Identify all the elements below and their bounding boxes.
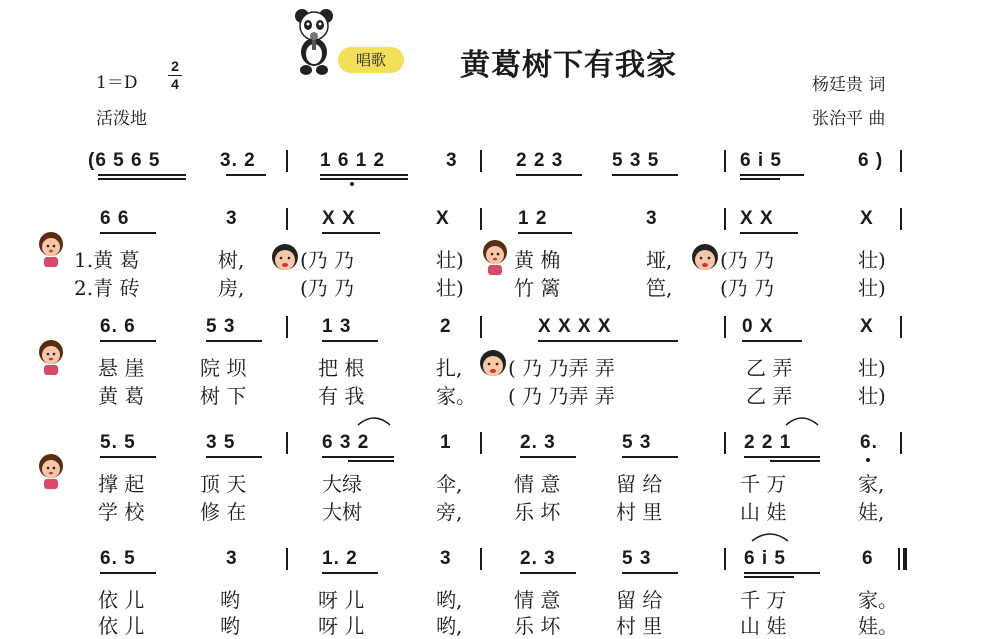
underline: [226, 174, 266, 176]
lyric: 壮): [858, 384, 886, 408]
lyric: ( 乃 乃弄 弄: [508, 384, 615, 408]
final-barline-thick: [903, 548, 907, 570]
note-group: 6 6: [100, 208, 130, 229]
lyric: ( 乃 乃弄 弄: [508, 356, 615, 380]
lyric: 旁,: [436, 500, 463, 524]
lyric: 依 儿: [98, 588, 145, 612]
underline: [320, 174, 408, 176]
composer: 张治平 曲: [812, 109, 886, 129]
sing-badge: 唱歌: [338, 47, 404, 73]
underline: [322, 456, 394, 458]
underline: [742, 340, 802, 342]
lyric: 黄 葛: [98, 384, 145, 408]
lyric: 竹 篱: [514, 276, 561, 300]
lyric: 黄 桷: [514, 248, 561, 272]
note-group: (6 5 6 5: [88, 150, 161, 171]
lyric: 修 在: [200, 500, 247, 524]
lyric: 壮): [858, 356, 886, 380]
note-group: X: [860, 316, 874, 337]
underline: [520, 456, 576, 458]
note-group: 3 5: [206, 432, 236, 453]
note-group: 6 i 5: [740, 150, 782, 171]
barline: [724, 316, 726, 338]
girl-singer-icon: [36, 452, 66, 490]
note-group: 6 ): [858, 150, 884, 171]
lyric: 顶 天: [200, 472, 247, 496]
underline: [100, 456, 156, 458]
note-group: X X: [322, 208, 356, 229]
note-group: X X: [740, 208, 774, 229]
lyric: 千 万: [740, 588, 787, 612]
lyric: 村 里: [616, 614, 663, 638]
lyric: 学 校: [98, 500, 145, 524]
barline: [286, 316, 288, 338]
lyric: 山 娃: [740, 614, 787, 638]
lyric: 山 娃: [740, 500, 787, 524]
underline: [744, 456, 820, 458]
barline: [286, 548, 288, 570]
time-top: 2: [171, 58, 179, 74]
underline: [622, 572, 678, 574]
barline: [900, 208, 902, 230]
note-group: 1 6 1 2: [320, 150, 386, 171]
lyric: 房,: [218, 276, 245, 300]
lyric: 伞,: [436, 472, 463, 496]
note-group: X: [436, 208, 450, 229]
note-group: X X X X: [538, 316, 612, 337]
underline: [518, 232, 572, 234]
lyric: 情 意: [514, 472, 561, 496]
note-group: 6. 6: [100, 316, 136, 337]
note-group: 6: [862, 548, 874, 569]
tempo-marking: 活泼地: [96, 109, 147, 129]
slur: [356, 414, 392, 426]
boy-singer-icon: [478, 348, 508, 378]
lyric: 依 儿: [98, 614, 145, 638]
lyric: (乃 乃: [720, 248, 775, 272]
lyric: 扎,: [436, 356, 463, 380]
lyric: 垭,: [646, 248, 673, 272]
lyric: 乙 弄: [746, 356, 793, 380]
note-group: 2 2 1: [744, 432, 792, 453]
barline: [900, 150, 902, 172]
panda-singer-icon: [292, 6, 336, 76]
lyric: 家。: [858, 588, 898, 612]
lyric: 大树: [322, 500, 362, 524]
note-group: X: [860, 208, 874, 229]
lyric: 把 根: [318, 356, 365, 380]
low-octave-dot: [350, 182, 354, 186]
note-group: 3: [446, 150, 458, 171]
lyric: (乃 乃: [720, 276, 775, 300]
lyric: 千 万: [740, 472, 787, 496]
lyric: 1.黄 葛: [74, 248, 140, 272]
note-group: 1: [440, 432, 452, 453]
note-group: 5 3: [206, 316, 236, 337]
note-group: 3: [226, 548, 238, 569]
note-group: 2. 3: [520, 548, 556, 569]
barline: [480, 432, 482, 454]
note-group: 1 2: [518, 208, 548, 229]
lyric: 乙 弄: [746, 384, 793, 408]
lyric: 壮): [858, 248, 886, 272]
barline: [724, 150, 726, 172]
underline: [100, 572, 156, 574]
slur: [784, 414, 820, 426]
lyricist: 杨廷贵 词: [812, 75, 886, 95]
lyric: 悬 崖: [98, 356, 145, 380]
underline: [206, 340, 262, 342]
underline: [516, 174, 582, 176]
lyric: 情 意: [514, 588, 561, 612]
lyric: 哟,: [436, 614, 463, 638]
lyric: (乃 乃: [300, 276, 355, 300]
lyric: 留 给: [616, 472, 663, 496]
barline: [900, 316, 902, 338]
lyric: 娃。: [858, 614, 898, 638]
barline: [724, 548, 726, 570]
barline: [286, 208, 288, 230]
boy-singer-icon: [270, 242, 300, 272]
underline: [98, 174, 186, 176]
barline: [286, 150, 288, 172]
lyric: 留 给: [616, 588, 663, 612]
note-group: 5. 5: [100, 432, 136, 453]
lyric: 壮): [436, 248, 464, 272]
lyric: 呀 儿: [318, 614, 365, 638]
boy-singer-icon: [690, 242, 720, 272]
lyric: 树,: [218, 248, 245, 272]
underline: [322, 232, 380, 234]
time-signature: [168, 58, 182, 92]
note-group: 5 3 5: [612, 150, 660, 171]
lyric: 哟: [220, 614, 240, 638]
underline: [744, 572, 820, 574]
note-group: 3: [646, 208, 658, 229]
note-group: 1 3: [322, 316, 352, 337]
lyric: 家,: [858, 472, 885, 496]
lyric: 大绿: [322, 472, 362, 496]
lyric: 呀 儿: [318, 588, 365, 612]
note-group: 3: [440, 548, 452, 569]
note-group: 6.: [860, 432, 878, 453]
underline: [98, 178, 186, 180]
underline: [520, 572, 576, 574]
slur: [750, 530, 790, 542]
underline: [100, 340, 156, 342]
underline: [740, 178, 780, 180]
lyric: 村 里: [616, 500, 663, 524]
lyric: 树 下: [200, 384, 247, 408]
barline: [480, 548, 482, 570]
lyric: 娃,: [858, 500, 885, 524]
note-group: 2 2 3: [516, 150, 564, 171]
lyric: 壮): [858, 276, 886, 300]
underline: [100, 232, 156, 234]
lyric: 哟: [220, 588, 240, 612]
lyric: 乐 坏: [514, 614, 561, 638]
note-group: 2: [440, 316, 452, 337]
underline: [320, 178, 408, 180]
key-signature: 1＝D: [96, 73, 138, 93]
low-octave-dot: [866, 458, 870, 462]
lyric: 2.青 砖: [74, 276, 140, 300]
lyric: 乐 坏: [514, 500, 561, 524]
final-barline-thin: [898, 548, 900, 570]
underline: [322, 572, 378, 574]
barline: [480, 150, 482, 172]
girl-singer-icon: [36, 230, 66, 268]
note-group: 0 X: [742, 316, 774, 337]
barline: [724, 208, 726, 230]
note-group: 6. 5: [100, 548, 136, 569]
underline: [740, 232, 798, 234]
lyric: 有 我: [318, 384, 365, 408]
underline: [622, 456, 678, 458]
note-group: 6 3 2: [322, 432, 370, 453]
underline: [770, 460, 820, 462]
underline: [538, 340, 678, 342]
time-bottom: 4: [168, 75, 182, 92]
lyric: 家。: [436, 384, 476, 408]
note-group: 1. 2: [322, 548, 358, 569]
lyric: (乃 乃: [300, 248, 355, 272]
girl-singer-icon: [36, 338, 66, 376]
note-group: 3: [226, 208, 238, 229]
note-group: 5 3: [622, 432, 652, 453]
barline: [480, 208, 482, 230]
lyric: 哟,: [436, 588, 463, 612]
barline: [286, 432, 288, 454]
underline: [206, 456, 262, 458]
note-group: 3. 2: [220, 150, 256, 171]
song-title: 黄葛树下有我家: [460, 48, 677, 83]
lyric: 撑 起: [98, 472, 145, 496]
underline: [322, 340, 378, 342]
underline: [612, 174, 678, 176]
lyric: 院 坝: [200, 356, 247, 380]
note-group: 2. 3: [520, 432, 556, 453]
note-group: 5 3: [622, 548, 652, 569]
girl-singer-icon: [480, 238, 510, 276]
underline: [348, 460, 394, 462]
lyric: 笆,: [646, 276, 673, 300]
lyric: 壮): [436, 276, 464, 300]
note-group: 6 i 5: [744, 548, 786, 569]
barline: [480, 316, 482, 338]
underline: [744, 576, 794, 578]
underline: [740, 174, 804, 176]
barline: [900, 432, 902, 454]
barline: [724, 432, 726, 454]
